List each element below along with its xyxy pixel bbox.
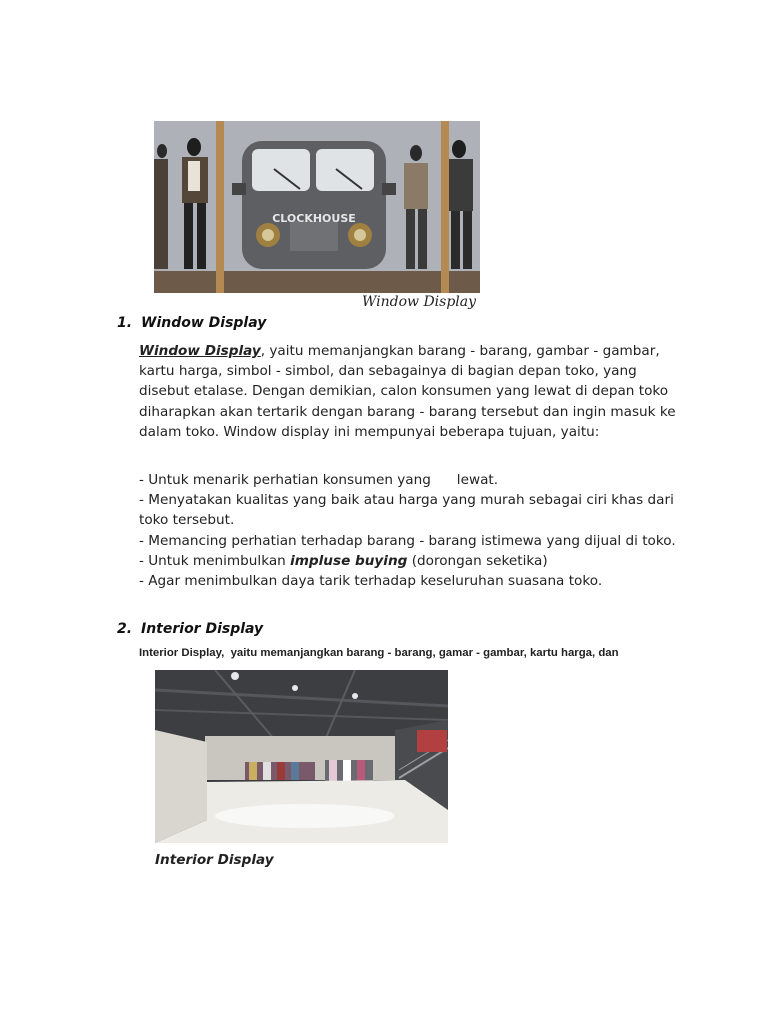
goal-item: - Untuk menarik perhatian konsumen yang lewat. [139,472,499,488]
interior-display-photo [155,670,448,843]
window-display-photo [154,121,480,293]
interior-display-illustration [155,670,448,843]
clockhouse-sign: CLOCKHOUSE [272,212,356,225]
window-display-paragraph [139,341,679,442]
interior-display-caption: Interior Display [155,852,274,868]
interior-display-text: Interior Display, yaitu memanjangkan barang - barang, gamar - gambar, kartu harga, dan [139,647,619,659]
section-2-number: 2. [117,621,133,637]
section-1-number: 1. [117,315,133,331]
window-display-goals [139,470,684,591]
impulse-buying-term: impluse buying [290,552,408,569]
section-1-title: Window Display [141,315,267,331]
goal-item: - Agar menimbulkan daya tarik terhadap keseluruhan suasana toko. [139,573,603,590]
goal-item: - Menyatakan kualitas yang baik atau harga yang murah sebagai ciri khas dari toko tersebut. [139,492,674,529]
goal-impulse-after: (dorongan seketika) [407,552,548,569]
window-display-lead: Window Display [139,343,261,359]
window-display-description: , yaitu memanjangkan barang - barang, gambar - gambar, kartu harga, simbol - simbol, dan sebagainya di bagian depan toko, yang disebut etalase. Dengan demikian, calon konsumen yang lewat di depan toko diharapkan akan tertarik dengan barang - barang tersebut dan ingin masuk ke dalam toko. Window display ini mempunyai beberapa tujuan, yaitu: [139,343,676,440]
section-2-heading [117,621,263,637]
goal-item-impulse [139,551,684,571]
section-1-heading [117,315,266,331]
window-display-caption: Window Display [362,294,477,310]
goal-item: - Memancing perhatian terhadap barang - barang istimewa yang dijual di toko. [139,532,676,549]
goal-impulse-before: - Untuk menimbulkan [139,552,291,569]
section-2-title: Interior Display [141,621,264,637]
window-display-illustration [154,121,480,293]
